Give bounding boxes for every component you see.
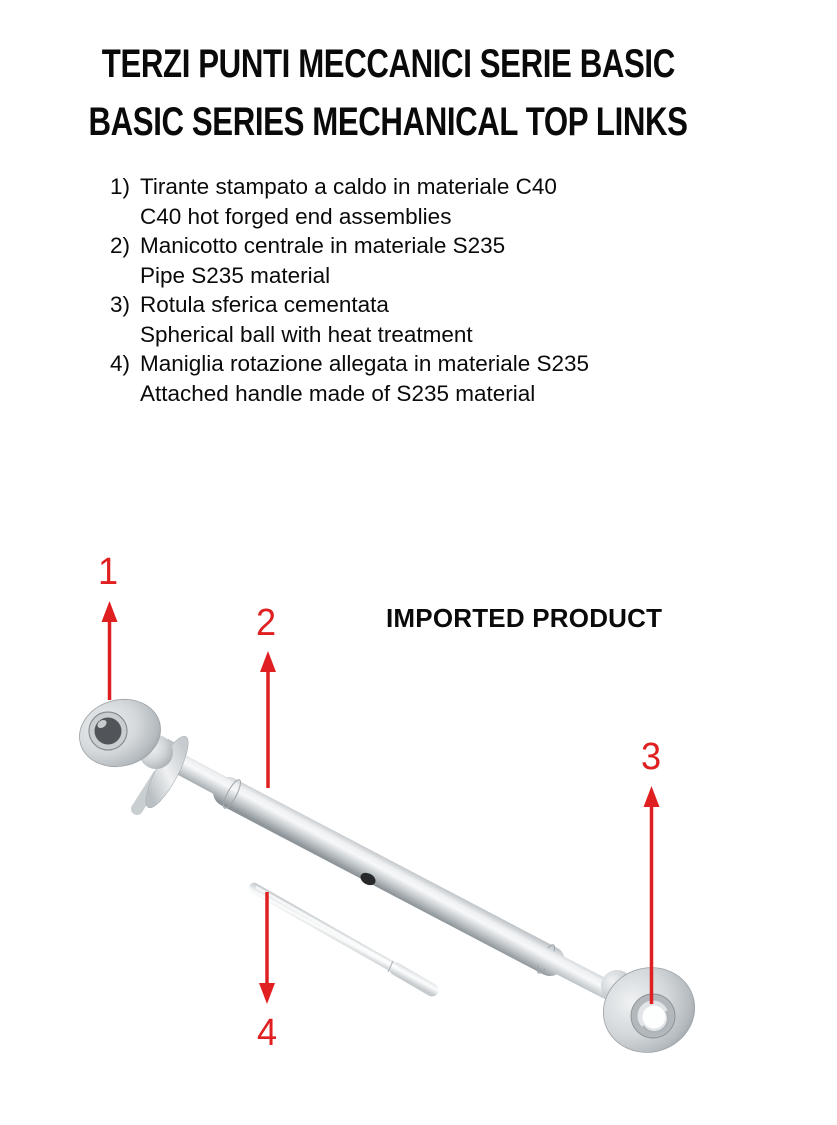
feature-4-text-english: Attached handle made of S235 material [140, 380, 536, 406]
callout-label-3: 3 [640, 736, 662, 778]
top-link-product-image [72, 691, 706, 1065]
feature-2-number: 2) [110, 233, 131, 258]
page-title-english-text: BASIC SERIES MECHANICAL TOP LINKS [88, 100, 689, 144]
central-pipe-sleeve [228, 792, 550, 961]
feature-3-number: 3) [110, 292, 131, 317]
upper-eye-hole [95, 718, 122, 745]
feature-1-number: 1) [110, 174, 131, 199]
lower-eye-hole [643, 1006, 666, 1029]
arrow-2-head-up [260, 651, 276, 672]
feature-2-text-english: Pipe S235 material [140, 262, 331, 288]
callout-label-4: 4 [256, 1012, 278, 1054]
arrow-4-head-down [259, 983, 275, 1004]
feature-1-text-italian: Tirante stampato a caldo in materiale C40 [140, 174, 557, 199]
feature-2-text-italian: Manicotto centrale in materiale S235 [140, 233, 506, 258]
arrow-1-head-up [102, 601, 118, 622]
feature-4-text-italian: Maniglia rotazione allegata in materiale S235 [140, 351, 590, 376]
callout-arrow-4 [259, 892, 275, 1004]
callout-arrow-1 [102, 601, 118, 700]
upper-eye-end [72, 691, 173, 776]
lower-eye-end [592, 956, 705, 1064]
feature-3-text-english: Spherical ball with heat treatment [140, 321, 473, 347]
callout-label-2: 2 [255, 602, 277, 644]
page-title-italian-text: TERZI PUNTI MECCANICI SERIE BASIC [101, 42, 676, 86]
arrow-3-head-up [644, 786, 660, 807]
feature-1-text-english: C40 hot forged end assemblies [140, 203, 452, 229]
callout-arrow-2 [260, 651, 276, 788]
callout-label-1: 1 [97, 551, 119, 593]
feature-3-text-italian: Rotula sferica cementata [140, 292, 389, 317]
imported-product-note: IMPORTED PRODUCT [386, 603, 663, 633]
rotation-handle-rod [254, 887, 432, 990]
feature-4-number: 4) [110, 351, 131, 376]
callout-arrows [102, 601, 663, 1004]
